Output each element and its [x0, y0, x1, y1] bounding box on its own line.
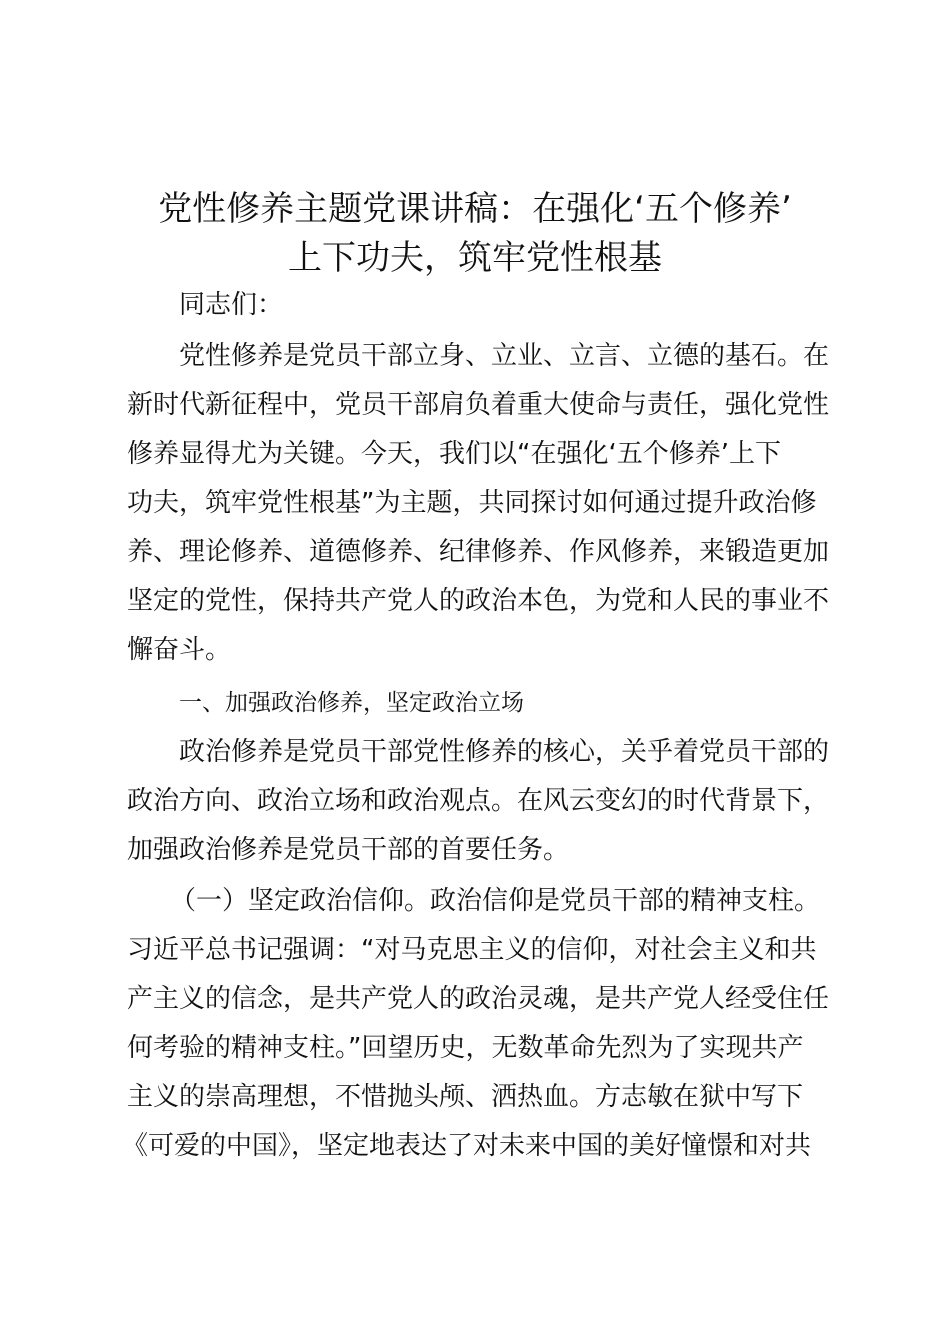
intro-line-3: 修养显得尤为关键。今天，我们以“在强化‘五个修养’上下 [127, 439, 781, 469]
section-heading-1: 一、加强政治修养，坚定政治立场 [179, 690, 524, 716]
document-title-line-1: 党性修养主题党课讲稿：在强化‘五个修养’ [158, 189, 792, 229]
intro-line-6: 坚定的党性，保持共产党人的政治本色，为党和人民的事业不 [127, 586, 830, 616]
subsection1-line-5: 主义的崇高理想，不惜抛头颅、洒热血。方志敏在狱中写下 [127, 1082, 804, 1112]
salutation: 同志们： [179, 290, 284, 320]
document-title-line-2: 上下功夫，筑牢党性根基 [288, 238, 662, 278]
intro-line-4: 功夫，筑牢党性根基”为主题，共同探讨如何通过提升政治修 [127, 488, 817, 518]
subsection1-line-1: （一）坚定政治信仰。政治信仰是党员干部的精神支柱。 [170, 886, 821, 916]
subsection1-line-2: 习近平总书记强调：“对马克思主义的信仰，对社会主义和共 [127, 935, 817, 965]
subsection1-line-3: 产主义的信念，是共产党人的政治灵魂，是共产党人经受住任 [127, 984, 830, 1014]
section1-line-1: 政治修养是党员干部党性修养的核心，关乎着党员干部的 [179, 737, 830, 767]
intro-line-2: 新时代新征程中，党员干部肩负着重大使命与责任，强化党性 [127, 390, 830, 420]
intro-line-7: 懈奋斗。 [127, 635, 232, 665]
subsection1-line-6: 《可爱的中国》，坚定地表达了对未来中国的美好憧憬和对共 [122, 1131, 812, 1161]
subsection1-line-4: 何考验的精神支柱。”回望历史，无数革命先烈为了实现共产 [127, 1033, 804, 1063]
intro-line-1: 党性修养是党员干部立身、立业、立言、立德的基石。在 [179, 341, 830, 371]
intro-line-5: 养、理论修养、道德修养、纪律修养、作风修养，来锻造更加 [127, 537, 830, 567]
section1-line-2: 政治方向、政治立场和政治观点。在风云变幻的时代背景下， [127, 786, 830, 816]
section1-line-3: 加强政治修养是党员干部的首要任务。 [127, 835, 570, 865]
